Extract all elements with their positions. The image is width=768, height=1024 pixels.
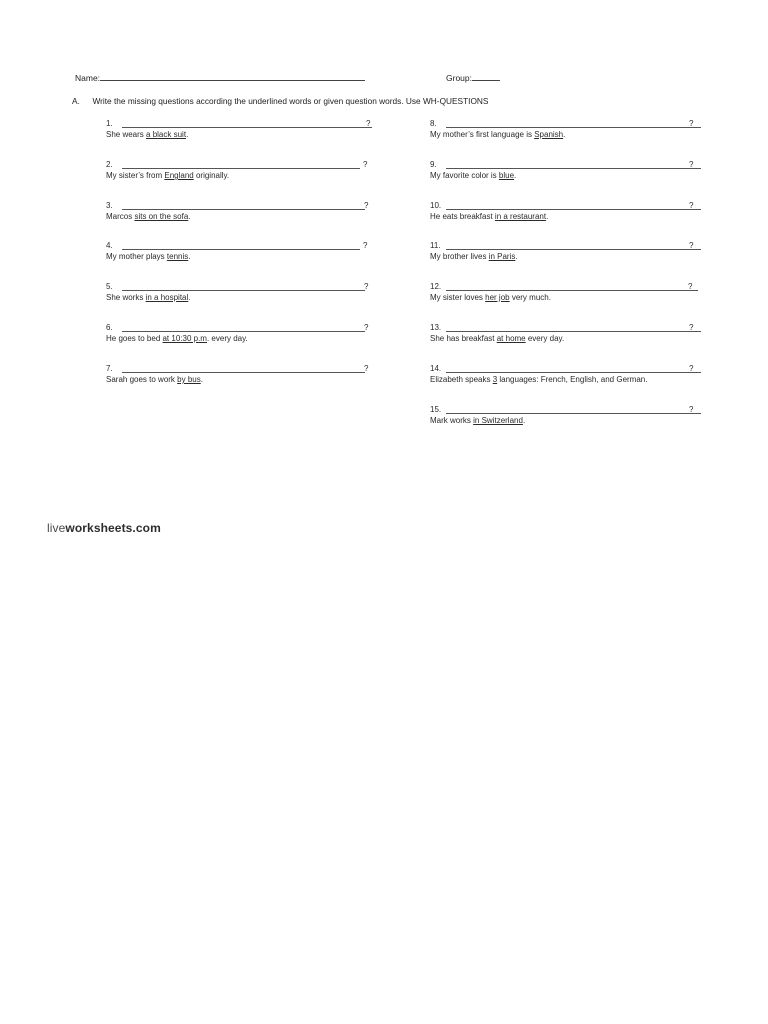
name-blank[interactable] bbox=[100, 72, 365, 81]
sentence-text-after: . bbox=[514, 171, 517, 180]
given-sentence bbox=[430, 171, 700, 181]
question-number: 6. bbox=[106, 323, 113, 332]
answer-blank[interactable] bbox=[122, 127, 372, 128]
question-number: 15. bbox=[430, 405, 442, 414]
instruction-text: Write the missing questions according the underlined words or given question words. Use WH-QUESTIONS bbox=[92, 96, 489, 106]
question-item bbox=[106, 160, 376, 181]
question-mark: ? bbox=[689, 323, 694, 332]
question-mark: ? bbox=[364, 364, 369, 373]
underlined-words: tennis bbox=[166, 252, 189, 261]
sentence-text-after: . bbox=[188, 212, 191, 221]
question-mark: ? bbox=[364, 201, 369, 210]
question-number: 9. bbox=[430, 160, 437, 169]
sentence-text-after: . bbox=[188, 293, 191, 302]
sentence-text-before: My mother plays bbox=[106, 252, 167, 261]
underlined-words: blue bbox=[498, 171, 515, 180]
answer-blank[interactable] bbox=[446, 413, 701, 414]
underlined-words: in Paris bbox=[488, 252, 516, 261]
question-number: 5. bbox=[106, 282, 113, 291]
sentence-text-before: Sarah goes to work bbox=[106, 375, 178, 384]
question-item bbox=[430, 241, 700, 262]
given-sentence bbox=[106, 252, 376, 262]
given-sentence bbox=[106, 212, 376, 222]
given-sentence bbox=[106, 171, 376, 181]
underlined-words: England bbox=[164, 171, 194, 180]
answer-blank[interactable] bbox=[122, 249, 360, 250]
question-item bbox=[106, 364, 376, 385]
sentence-text-before: My sister’s from bbox=[106, 171, 165, 180]
sentence-text-after: languages: French, English, and German. bbox=[497, 375, 648, 384]
sentence-text-after: . bbox=[186, 130, 189, 139]
underlined-words: sits on the sofa bbox=[134, 212, 189, 221]
question-item bbox=[430, 201, 700, 222]
question-answer-row bbox=[106, 364, 376, 374]
question-item bbox=[430, 160, 700, 181]
underlined-words: in a hospital bbox=[145, 293, 189, 302]
sentence-text-before: He goes to bed bbox=[106, 334, 163, 343]
underlined-words: in a restaurant bbox=[494, 212, 547, 221]
sentence-text-before: Mark works bbox=[430, 416, 474, 425]
question-item bbox=[106, 119, 376, 140]
given-sentence bbox=[430, 293, 700, 303]
sentence-text-after: . bbox=[563, 130, 566, 139]
question-answer-row bbox=[430, 405, 700, 415]
question-mark: ? bbox=[689, 119, 694, 128]
question-number: 4. bbox=[106, 241, 113, 250]
answer-blank[interactable] bbox=[446, 249, 701, 250]
question-item bbox=[430, 119, 700, 140]
question-mark: ? bbox=[689, 201, 694, 210]
underlined-words: her job bbox=[485, 293, 510, 302]
question-answer-row bbox=[430, 323, 700, 333]
question-number: 14. bbox=[430, 364, 442, 373]
answer-blank[interactable] bbox=[446, 331, 701, 332]
question-mark: ? bbox=[366, 119, 371, 128]
sentence-text-after: . every day. bbox=[206, 334, 248, 343]
underlined-words: at home bbox=[496, 334, 526, 343]
given-sentence bbox=[106, 334, 376, 344]
question-answer-row bbox=[106, 201, 376, 211]
answer-blank[interactable] bbox=[122, 372, 365, 373]
logo-worksheets: worksheets.com bbox=[65, 521, 161, 535]
answer-blank[interactable] bbox=[446, 127, 701, 128]
underlined-words: in Switzerland bbox=[473, 416, 523, 425]
sentence-text-before: My favorite color is bbox=[430, 171, 499, 180]
sentence-text-after: . bbox=[188, 252, 191, 261]
question-number: 12. bbox=[430, 282, 442, 291]
question-item bbox=[106, 282, 376, 303]
name-field-row bbox=[75, 72, 365, 83]
given-sentence bbox=[106, 293, 376, 303]
sentence-text-before: She wears bbox=[106, 130, 147, 139]
given-sentence bbox=[106, 130, 376, 140]
logo-live: live bbox=[47, 521, 66, 535]
sentence-text-after: very much. bbox=[509, 293, 551, 302]
underlined-words: 3 bbox=[492, 375, 498, 384]
question-number: 7. bbox=[106, 364, 113, 373]
sentence-text-after: originally. bbox=[193, 171, 230, 180]
question-item bbox=[430, 323, 700, 344]
given-sentence bbox=[430, 375, 700, 385]
liveworksheets-logo bbox=[47, 521, 161, 535]
question-number: 11. bbox=[430, 241, 441, 250]
sentence-text-after: every day. bbox=[525, 334, 565, 343]
question-answer-row bbox=[106, 241, 376, 251]
sentence-text-after: . bbox=[522, 416, 526, 425]
group-blank[interactable] bbox=[472, 72, 500, 81]
question-item bbox=[106, 241, 376, 262]
question-item bbox=[430, 405, 700, 426]
underlined-words: a black suit bbox=[146, 130, 187, 139]
question-answer-row bbox=[106, 119, 376, 129]
question-item bbox=[430, 364, 700, 385]
group-field-row bbox=[446, 72, 500, 83]
answer-blank[interactable] bbox=[122, 209, 365, 210]
question-mark: ? bbox=[689, 241, 694, 250]
question-answer-row bbox=[430, 282, 700, 292]
sentence-text-after: . bbox=[200, 375, 203, 384]
question-mark: ? bbox=[688, 282, 693, 291]
question-answer-row bbox=[430, 364, 700, 374]
sentence-text-before: She works bbox=[106, 293, 146, 302]
sentence-text-before: My mother’s first language is bbox=[430, 130, 535, 139]
underlined-words: Spanish bbox=[534, 130, 564, 139]
sentence-text-before: My brother lives bbox=[430, 252, 489, 261]
question-mark: ? bbox=[689, 160, 694, 169]
name-label: Name: bbox=[75, 73, 101, 83]
question-number: 10. bbox=[430, 201, 442, 210]
instruction-letter: A. bbox=[72, 96, 80, 106]
underlined-words: by bus bbox=[177, 375, 201, 384]
question-number: 1. bbox=[106, 119, 113, 128]
question-number: 3. bbox=[106, 201, 113, 210]
sentence-text-before: My sister loves bbox=[430, 293, 486, 302]
instruction bbox=[72, 96, 488, 106]
underlined-words: at 10:30 p.m bbox=[162, 334, 207, 343]
question-mark: ? bbox=[689, 364, 694, 373]
question-mark: ? bbox=[363, 241, 368, 250]
answer-blank[interactable] bbox=[446, 168, 701, 169]
given-sentence bbox=[430, 252, 700, 262]
question-mark: ? bbox=[689, 405, 694, 414]
question-item bbox=[106, 201, 376, 222]
given-sentence bbox=[430, 130, 700, 140]
given-sentence bbox=[430, 212, 700, 222]
question-mark: ? bbox=[364, 323, 369, 332]
question-answer-row bbox=[430, 160, 700, 170]
answer-blank[interactable] bbox=[446, 290, 698, 291]
sentence-text-before: Elizabeth speaks bbox=[430, 375, 493, 384]
question-number: 13. bbox=[430, 323, 442, 332]
question-answer-row bbox=[430, 241, 700, 251]
question-item bbox=[430, 282, 700, 303]
given-sentence bbox=[106, 375, 376, 385]
given-sentence bbox=[430, 334, 700, 344]
answer-blank[interactable] bbox=[122, 290, 365, 291]
sentence-text-before: She has breakfast bbox=[430, 334, 497, 343]
question-answer-row bbox=[106, 323, 376, 333]
answer-blank[interactable] bbox=[446, 372, 701, 373]
question-number: 2. bbox=[106, 160, 113, 169]
group-label: Group: bbox=[446, 73, 472, 83]
answer-blank[interactable] bbox=[122, 168, 360, 169]
question-mark: ? bbox=[364, 282, 369, 291]
question-answer-row bbox=[106, 160, 376, 170]
question-item bbox=[106, 323, 376, 344]
sentence-text-after: . bbox=[515, 252, 518, 261]
answer-blank[interactable] bbox=[446, 209, 701, 210]
given-sentence bbox=[430, 416, 700, 426]
question-answer-row bbox=[430, 119, 700, 129]
sentence-text-before: Marcos bbox=[106, 212, 135, 221]
answer-blank[interactable] bbox=[122, 331, 365, 332]
sentence-text-before: He eats breakfast bbox=[430, 212, 495, 221]
sentence-text-after: . bbox=[546, 212, 549, 221]
question-number: 8. bbox=[430, 119, 437, 128]
question-mark: ? bbox=[363, 160, 368, 169]
question-answer-row bbox=[106, 282, 376, 292]
question-answer-row bbox=[430, 201, 700, 211]
